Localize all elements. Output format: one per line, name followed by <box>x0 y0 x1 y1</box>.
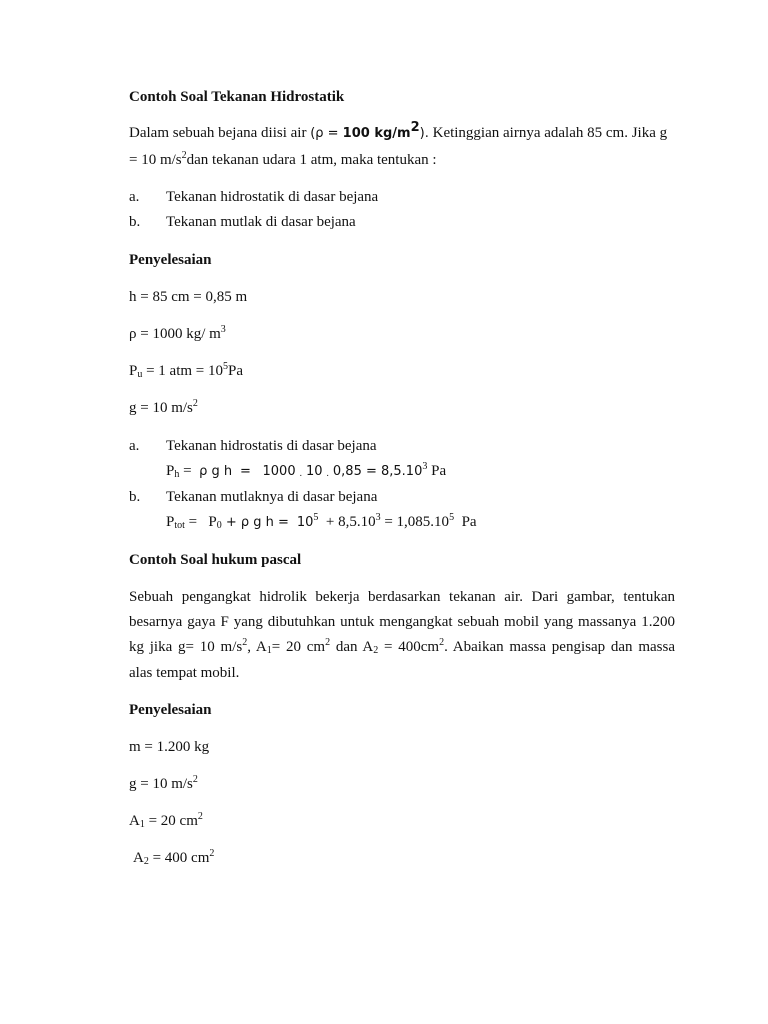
area1-exponent: 2 <box>197 811 203 822</box>
gravity-exponent: 2 <box>181 150 187 161</box>
ph-dot-1: . <box>299 469 303 479</box>
ptot-rho-g-h: ρ g h <box>240 515 274 530</box>
solution1-heading: Penyelesaian <box>129 252 212 268</box>
gravity-value: = 10 m/s <box>129 152 182 168</box>
problem1-line1-text: Dalam sebuah bejana diisi air <box>129 125 311 141</box>
gravity-line-exponent: 2 <box>192 398 198 409</box>
ptot-hydro-exponent: 3 <box>375 512 381 523</box>
question-item-a <box>129 188 378 207</box>
gravity-line <box>129 399 198 418</box>
ptot-ten: 10 <box>296 515 314 530</box>
question-marker-b: b. <box>129 214 141 230</box>
problem2-a1-exponent: 2 <box>325 637 331 648</box>
ph-dot-2: . <box>326 469 330 479</box>
problem2-a1-symbol: , A <box>247 639 267 655</box>
solution-marker-b: b. <box>129 489 141 505</box>
height-line: h = 85 cm = 0,85 m <box>129 289 248 305</box>
question-text-a: Tekanan hidrostatik di dasar bejana <box>166 189 379 205</box>
solution-label-b: Tekanan mutlaknya di dasar bejana <box>166 489 378 505</box>
problem1-line1-rest: Ketinggian airnya adalah 85 cm. Jika g <box>428 125 668 141</box>
ph-rho-g-h: ρ g h <box>199 464 233 479</box>
density-exponent: 3 <box>220 324 226 335</box>
p0-symbol: P <box>208 514 217 530</box>
gravity-text: g = 10 m/s <box>129 400 193 416</box>
pu-equation: = 1 atm = 10 <box>142 363 224 379</box>
ph-result: = 8,5.10 <box>361 464 423 479</box>
ph-subscript: h <box>174 469 180 480</box>
gravity2-text: g = 10 m/s <box>129 776 193 792</box>
problem2-a2-value: = 400cm <box>378 639 440 655</box>
area1-subscript: 1 <box>139 819 145 830</box>
ptot-symbol: P <box>166 514 175 530</box>
ptot-result: = 1,085.10 <box>380 514 450 530</box>
area2-exponent: 2 <box>209 848 215 859</box>
question-text-b: Tekanan mutlak di dasar bejana <box>166 214 356 230</box>
ph-unit: Pa <box>427 463 447 479</box>
ph-density-value: 1000 <box>262 464 296 479</box>
ptot-unit: Pa <box>457 514 477 530</box>
problem2-a1-value: = 20 cm <box>271 639 326 655</box>
area2-symbol: A <box>133 850 144 866</box>
ph-equals-2: = <box>235 464 255 479</box>
p0-subscript: 0 <box>216 520 222 531</box>
ptot-equals: = <box>184 514 201 530</box>
title-hidrostatik: Contoh Soal Tekanan Hidrostatik <box>129 89 345 105</box>
pu-exponent: 5 <box>223 361 229 372</box>
problem2-line3-rest: . Abaikan massa pengisap dan massa <box>444 639 675 655</box>
question-item-b <box>129 213 356 232</box>
atm-pressure-line <box>129 362 243 381</box>
ptot-plus: + <box>221 515 241 530</box>
ph-equals: = <box>179 463 196 479</box>
problem2-gravity-exponent: 2 <box>242 637 248 648</box>
pu-symbol: P <box>129 363 138 379</box>
density-formula-value: 100 kg/m <box>342 126 411 141</box>
ptot-hydro-term: + 8,5.10 <box>322 514 376 530</box>
problem2-line4: alas tempat mobil. <box>129 665 240 681</box>
area2-value: = 400 cm <box>148 850 210 866</box>
problem1-line2-rest: dan tekanan udara 1 atm, maka tentukan : <box>186 152 437 168</box>
area2-line <box>133 849 214 868</box>
title-pascal: Contoh Soal hukum pascal <box>129 552 302 568</box>
area2-subscript: 2 <box>143 856 149 867</box>
ptot-subscript: tot <box>174 520 185 531</box>
ph-result-exponent: 3 <box>422 461 428 472</box>
problem1-line2 <box>129 151 437 170</box>
area1-symbol: A <box>129 813 140 829</box>
solution-part-a <box>129 437 377 456</box>
area1-value: = 20 cm <box>144 813 198 829</box>
problem2-line3 <box>129 638 675 657</box>
gravity2-exponent: 2 <box>192 774 198 785</box>
problem2-a1-subscript: 1 <box>266 645 272 656</box>
ptot-result-exponent: 5 <box>449 512 455 523</box>
solution-part-b <box>129 488 377 507</box>
problem2-a2-subscript: 2 <box>373 645 379 656</box>
question-marker-a: a. <box>129 189 140 205</box>
ph-height-value: 0,85 <box>332 464 362 479</box>
problem2-a2-exponent: 2 <box>439 637 445 648</box>
solution-marker-a: a. <box>129 438 140 454</box>
problem2-line2: besarnya gaya F yang dibutuhkan untuk mengangkat sebuah mobil yang massanya 1.200 <box>129 614 675 630</box>
gravity2-line <box>129 775 198 794</box>
problem2-line1: Sebuah pengangkat hidrolik bekerja berdasarkan tekanan air. Dari gambar, tentukan <box>129 589 675 605</box>
ptot-equals-2: = <box>273 515 294 530</box>
density-text: ρ = 1000 kg/ m <box>129 326 221 342</box>
area1-line <box>129 812 203 831</box>
solution2-heading: Penyelesaian <box>129 702 212 718</box>
ph-gravity-value: 10 <box>305 464 323 479</box>
pu-subscript: u <box>137 369 143 380</box>
solution-label-a: Tekanan hidrostatis di dasar bejana <box>166 438 377 454</box>
hydrostatic-formula <box>166 462 446 481</box>
density-line <box>129 325 226 344</box>
density-formula-close: ). <box>419 126 429 141</box>
problem1-line1 <box>129 120 668 143</box>
problem2-a2-symbol: dan A <box>330 639 374 655</box>
density-formula-open: (ρ = <box>310 126 343 141</box>
ptot-ten-exponent: 5 <box>313 512 319 523</box>
problem2-gravity: kg jika g= 10 m/s <box>129 639 243 655</box>
pu-unit: Pa <box>228 363 244 379</box>
ph-symbol: P <box>166 463 175 479</box>
absolute-pressure-formula <box>166 513 477 532</box>
density-formula-exponent: 2 <box>410 120 420 135</box>
mass-line: m = 1.200 kg <box>129 739 210 755</box>
